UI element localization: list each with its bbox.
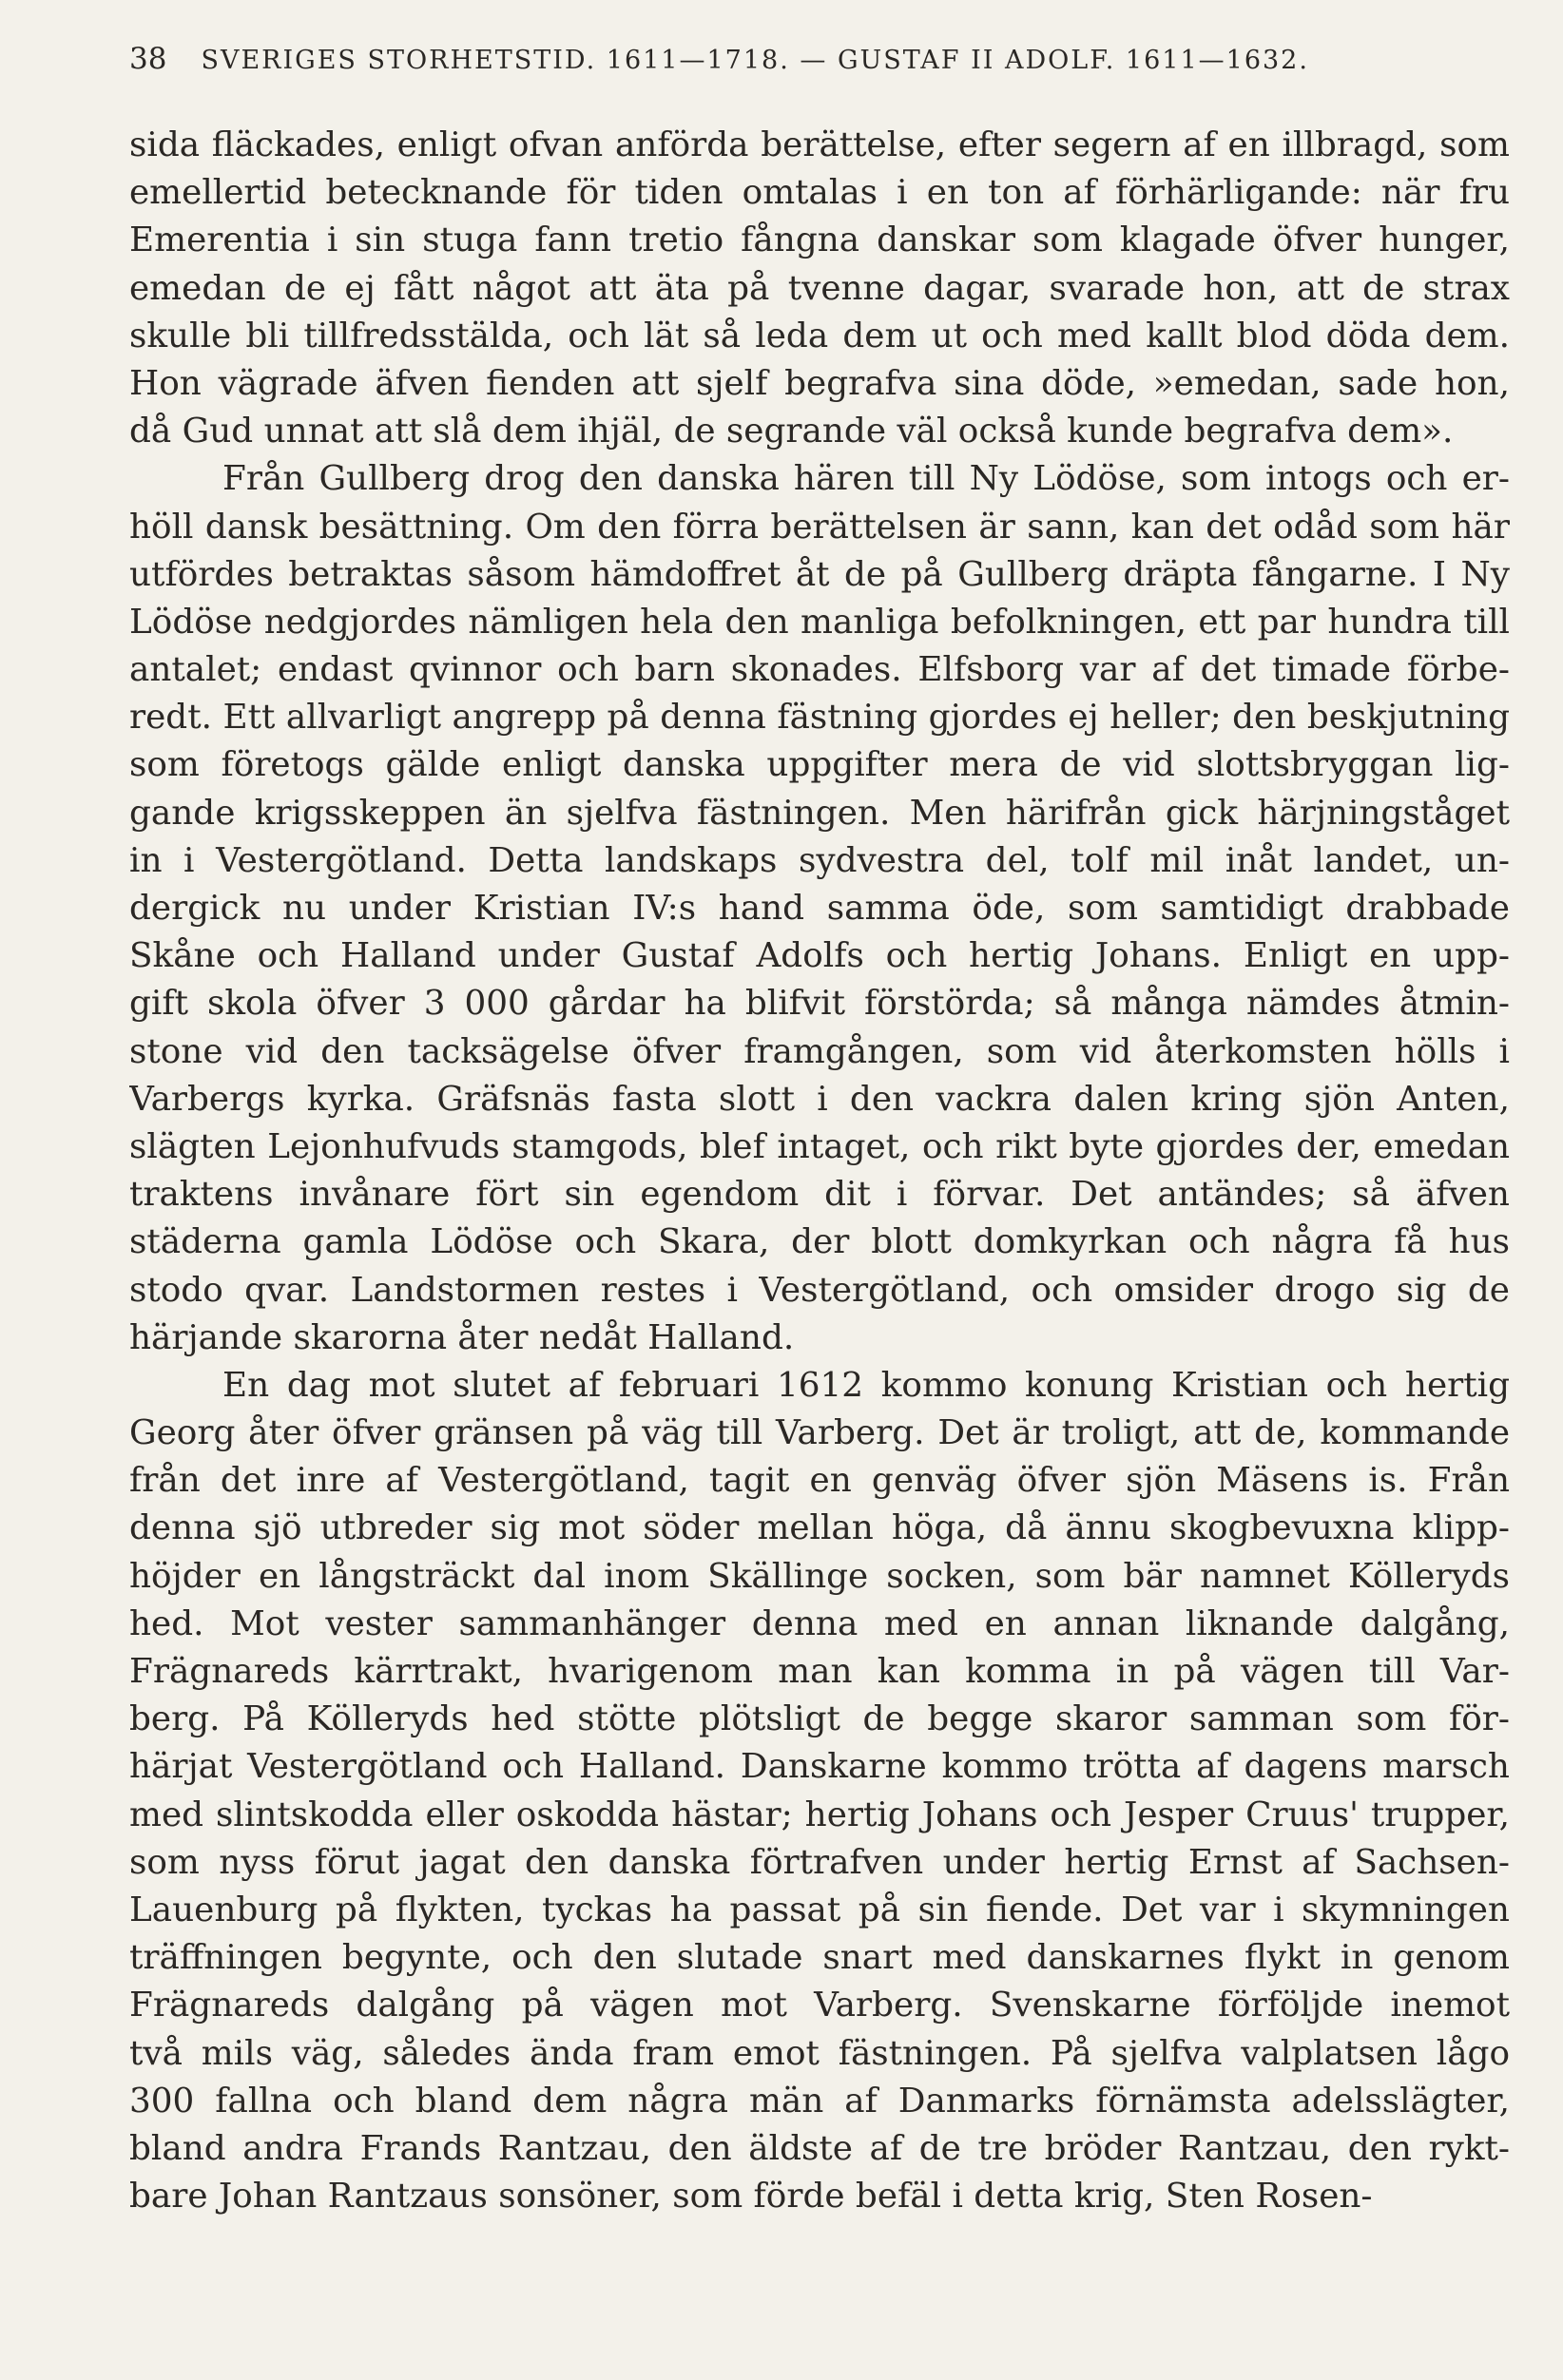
text-line: hed. Mot vester sammanhänger denna med en annan liknande dalgång, — [129, 1603, 1510, 1643]
text-line: Varbergs kyrka. Gräfsnäs fasta slott i den vackra dalen kring sjön Anten, — [129, 1079, 1510, 1119]
text-line: utfördes betraktas såsom hämdoffret åt de på Gullberg dräpta fångarne. I Ny — [129, 554, 1510, 594]
text-line: skulle bli tillfredsstälda, och lät så leda dem ut och med kallt blod döda dem. — [129, 316, 1510, 355]
text-line: Georg åter öfver gränsen på väg till Varberg. Det är troligt, att de, kommande — [129, 1413, 1510, 1453]
text-line: dergick nu under Kristian IV:s hand samma öde, som samtidigt drabbade — [129, 889, 1510, 928]
text-line: slägten Lejonhufvuds stamgods, blef intaget, och rikt byte gjordes der, emedan — [129, 1126, 1510, 1166]
text-line: höll dansk besättning. Om den förra berättelsen är sann, kan det odåd som här — [129, 507, 1510, 547]
text-line: som företogs gälde enligt danska uppgifter mera de vid slottsbryggan lig- — [129, 745, 1510, 785]
text-line: redt. Ett allvarligt angrepp på denna fästning gjordes ej heller; den beskjutning — [129, 698, 1510, 738]
text-line: stone vid den tacksägelse öfver framgången, som vid återkomsten hölls i — [129, 1031, 1510, 1071]
text-line: 300 fallna och bland dem några män af Danmarks förnämsta adelsslägter, — [129, 2081, 1510, 2121]
text-line: Emerentia i sin stuga fann tretio fångna danskar som klagade öfver hunger, — [129, 221, 1510, 260]
page-number: 38 — [129, 42, 167, 76]
text-line: gande krigsskeppen än sjelfva fästningen. Men härifrån gick härjningståget — [129, 793, 1510, 833]
text-line: sida fläckades, enligt ofvan anförda berättelse, efter segern af en illbragd, som — [129, 125, 1510, 164]
text-line: med slintskodda eller oskodda hästar; hertig Johans och Jesper Cruus' trupper, — [129, 1795, 1510, 1834]
text-line: emedan de ej fått något att äta på tvenne dagar, svarade hon, att de strax — [129, 268, 1510, 308]
paragraph — [129, 455, 1510, 1362]
text-line: två mils väg, således ända fram emot fästningen. På sjelfva valplatsen lågo — [129, 2033, 1510, 2073]
text-line: städerna gamla Lödöse och Skara, der blott domkyrkan och några få hus — [129, 1222, 1510, 1262]
text-line: denna sjö utbreder sig mot söder mellan höga, då ännu skogbevuxna klipp- — [129, 1508, 1510, 1548]
paragraph-container — [129, 122, 1510, 2220]
paragraph — [129, 1362, 1510, 2220]
text-line: Lödöse nedgjordes nämligen hela den manliga befolkningen, ett par hundra till — [129, 602, 1510, 642]
text-line: Frägnareds kärrtrakt, hvarigenom man kan komma in på vägen till Var- — [129, 1652, 1510, 1691]
text-line: antalet; endast qvinnor och barn skonades. Elfsborg var af det timade förbe- — [129, 650, 1510, 690]
text-line: Hon vägrade äfven fienden att sjelf begrafva sina döde, »emedan, sade hon, — [129, 363, 1510, 403]
running-header — [129, 42, 1510, 99]
text-line: gift skola öfver 3 000 gårdar ha blifvit förstörda; så många nämdes åtmin- — [129, 984, 1510, 1024]
body-text — [129, 122, 1510, 2220]
text-line: träffningen begynte, och den slutade snart med danskarnes flykt in genom — [129, 1938, 1510, 1978]
text-line: En dag mot slutet af februari 1612 kommo konung Kristian och hertig — [222, 1365, 1510, 1405]
text-line: bare Johan Rantzaus sonsöner, som förde befäl i detta krig, Sten Rosen- — [129, 2177, 1373, 2217]
text-line: Frägnareds dalgång på vägen mot Varberg. Svenskarne förföljde inemot — [129, 1986, 1510, 2025]
text-line: berg. På Kölleryds hed stötte plötsligt de begge skaror samman som för- — [129, 1699, 1510, 1739]
text-line: stodo qvar. Landstormen restes i Vestergötland, och omsider drogo sig de — [129, 1270, 1510, 1310]
text-line: in i Vestergötland. Detta landskaps sydvestra del, tolf mil inåt landet, un- — [129, 840, 1510, 880]
text-line: från det inre af Vestergötland, tagit en genväg öfver sjön Mäsens is. Från — [129, 1461, 1510, 1501]
text-line: bland andra Frands Rantzau, den äldste af de tre bröder Rantzau, den rykt- — [129, 2128, 1510, 2168]
text-line: som nyss förut jagat den danska förtrafven under hertig Ernst af Sachsen- — [129, 1842, 1510, 1882]
paragraph — [129, 122, 1510, 455]
text-line: Lauenburg på flykten, tyckas ha passat på sin fiende. Det var i skymningen — [129, 1890, 1510, 1929]
text-line: härjat Vestergötland och Halland. Danskarne kommo trötta af dagens marsch — [129, 1747, 1510, 1787]
running-title: SVERIGES STORHETSTID. 1611—1718. — GUSTAF II ADOLF. 1611—1632. — [201, 46, 1309, 75]
text-line: höjder en långsträckt dal inom Skällinge socken, som bär namnet Kölleryds — [129, 1556, 1510, 1596]
text-line: emellertid betecknande för tiden omtalas i en ton af förhärligande: när fru — [129, 173, 1510, 213]
text-line: då Gud unnat att slå dem ihjäl, de segrande väl också kunde begrafva dem». — [129, 412, 1454, 451]
text-line: härjande skarorna åter nedåt Halland. — [129, 1317, 795, 1357]
book-page — [129, 42, 1510, 2342]
text-line: traktens invånare fört sin egendom dit i förvar. Det antändes; så äfven — [129, 1175, 1510, 1215]
text-line: Skåne och Halland under Gustaf Adolfs och hertig Johans. Enligt en upp- — [129, 936, 1510, 976]
text-line: Från Gullberg drog den danska hären till Ny Lödöse, som intogs och er- — [222, 459, 1510, 499]
